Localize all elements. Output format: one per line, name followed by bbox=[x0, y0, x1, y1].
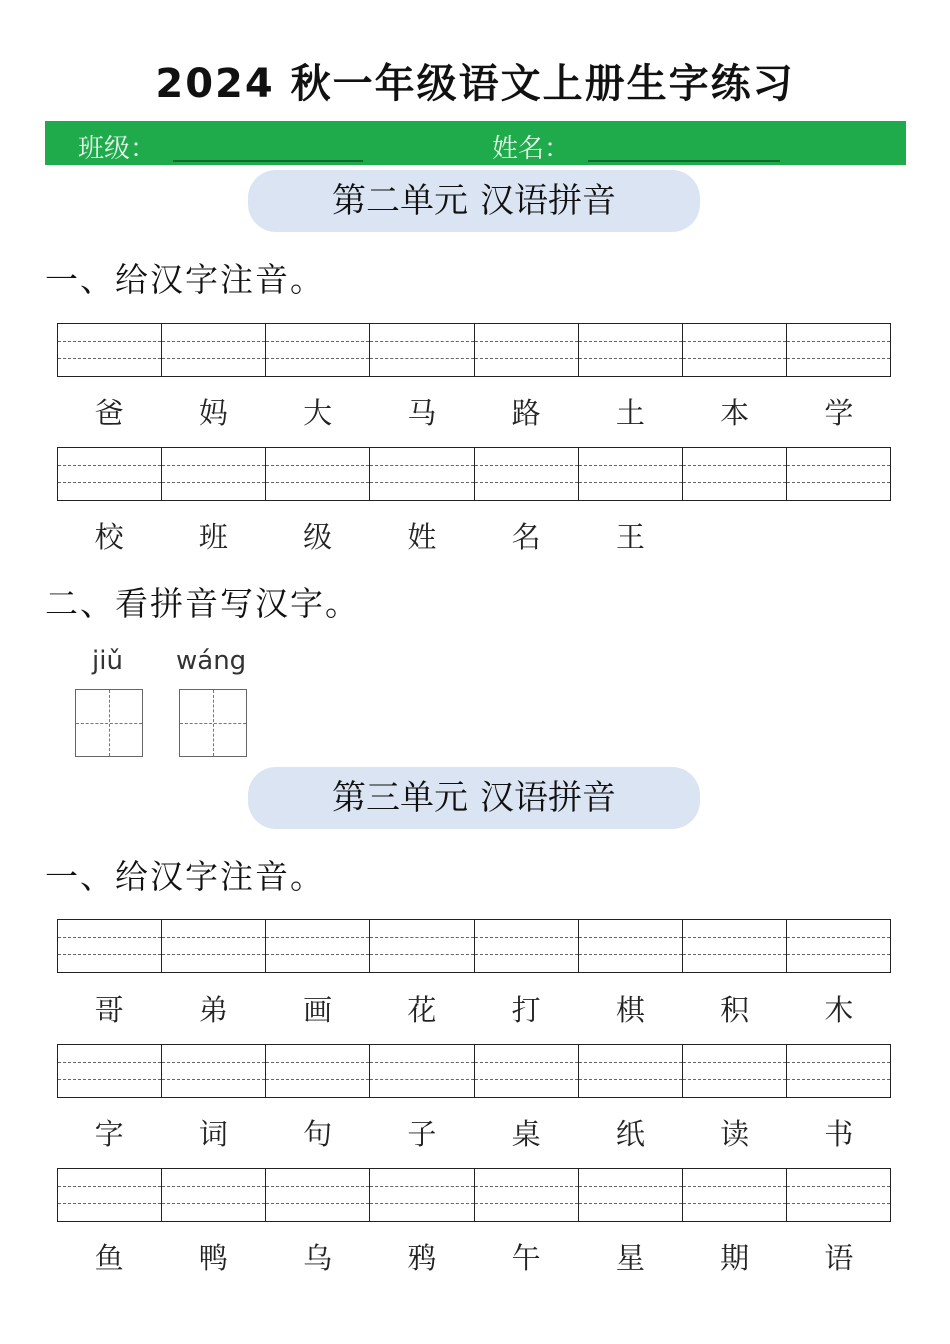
character: 本 bbox=[720, 396, 750, 430]
character: 班 bbox=[198, 520, 228, 554]
character-row bbox=[57, 990, 891, 1030]
character: 鸦 bbox=[407, 1241, 437, 1275]
unit-3-section-1-heading: 一、给汉字注音。 bbox=[45, 857, 325, 896]
character: 星 bbox=[615, 1241, 645, 1275]
character: 语 bbox=[824, 1241, 854, 1275]
student-info-bar bbox=[45, 121, 906, 165]
character: 姓 bbox=[407, 520, 437, 554]
character: 积 bbox=[720, 993, 750, 1027]
unit-3-subject: 汉语拼音 bbox=[480, 778, 616, 818]
unit-2-section-2-heading: 二、看拼音写汉字。 bbox=[45, 584, 360, 623]
name-field[interactable] bbox=[588, 160, 780, 162]
character: 花 bbox=[407, 993, 437, 1027]
character: 打 bbox=[511, 993, 541, 1027]
name-label: 姓名： bbox=[492, 134, 571, 164]
unit-2-banner bbox=[248, 170, 700, 232]
pinyin-grid-row[interactable] bbox=[57, 323, 891, 377]
character bbox=[787, 517, 891, 557]
pinyin-grid-row[interactable] bbox=[57, 1168, 891, 1222]
character-row bbox=[57, 517, 891, 557]
character: 画 bbox=[303, 993, 333, 1027]
character: 字 bbox=[94, 1117, 124, 1151]
character: 乌 bbox=[303, 1241, 333, 1275]
character-row bbox=[57, 1114, 891, 1154]
character: 词 bbox=[198, 1117, 228, 1151]
pinyin-prompt: wáng bbox=[176, 646, 247, 676]
character: 鸭 bbox=[198, 1241, 228, 1275]
character: 木 bbox=[824, 993, 854, 1027]
class-field[interactable] bbox=[173, 160, 363, 162]
character-row bbox=[57, 1238, 891, 1278]
unit-3-label: 第三单元 bbox=[332, 778, 468, 818]
character: 学 bbox=[824, 396, 854, 430]
character: 纸 bbox=[615, 1117, 645, 1151]
page-title: 2024 秋一年级语文上册生字练习 bbox=[155, 61, 795, 107]
character: 路 bbox=[511, 396, 541, 430]
pinyin-grid-row[interactable] bbox=[57, 919, 891, 973]
character: 王 bbox=[615, 520, 645, 554]
character: 哥 bbox=[94, 993, 124, 1027]
character: 校 bbox=[94, 520, 124, 554]
character: 弟 bbox=[198, 993, 228, 1027]
unit-2-label: 第二单元 bbox=[332, 181, 468, 221]
character: 鱼 bbox=[94, 1241, 124, 1275]
unit-2-subject: 汉语拼音 bbox=[480, 181, 616, 221]
character: 期 bbox=[720, 1241, 750, 1275]
unit-3-banner bbox=[248, 767, 700, 829]
pinyin-grid-row[interactable] bbox=[57, 447, 891, 501]
character: 大 bbox=[303, 396, 333, 430]
character-row bbox=[57, 393, 891, 433]
tianzige-box[interactable] bbox=[75, 689, 143, 757]
character: 土 bbox=[615, 396, 645, 430]
class-label: 班级： bbox=[78, 134, 157, 164]
tianzige-box[interactable] bbox=[179, 689, 247, 757]
character: 读 bbox=[720, 1117, 750, 1151]
pinyin-grid-row[interactable] bbox=[57, 1044, 891, 1098]
pinyin-prompt: jiǔ bbox=[92, 646, 123, 676]
character: 名 bbox=[511, 520, 541, 554]
character bbox=[683, 517, 787, 557]
character: 子 bbox=[407, 1117, 437, 1151]
character: 爸 bbox=[94, 396, 124, 430]
character: 妈 bbox=[198, 396, 228, 430]
character: 马 bbox=[407, 396, 437, 430]
character: 桌 bbox=[511, 1117, 541, 1151]
character: 句 bbox=[303, 1117, 333, 1151]
character: 棋 bbox=[615, 993, 645, 1027]
character: 午 bbox=[511, 1241, 541, 1275]
unit-2-section-1-heading: 一、给汉字注音。 bbox=[45, 260, 325, 299]
character: 级 bbox=[303, 520, 333, 554]
character: 书 bbox=[824, 1117, 854, 1151]
